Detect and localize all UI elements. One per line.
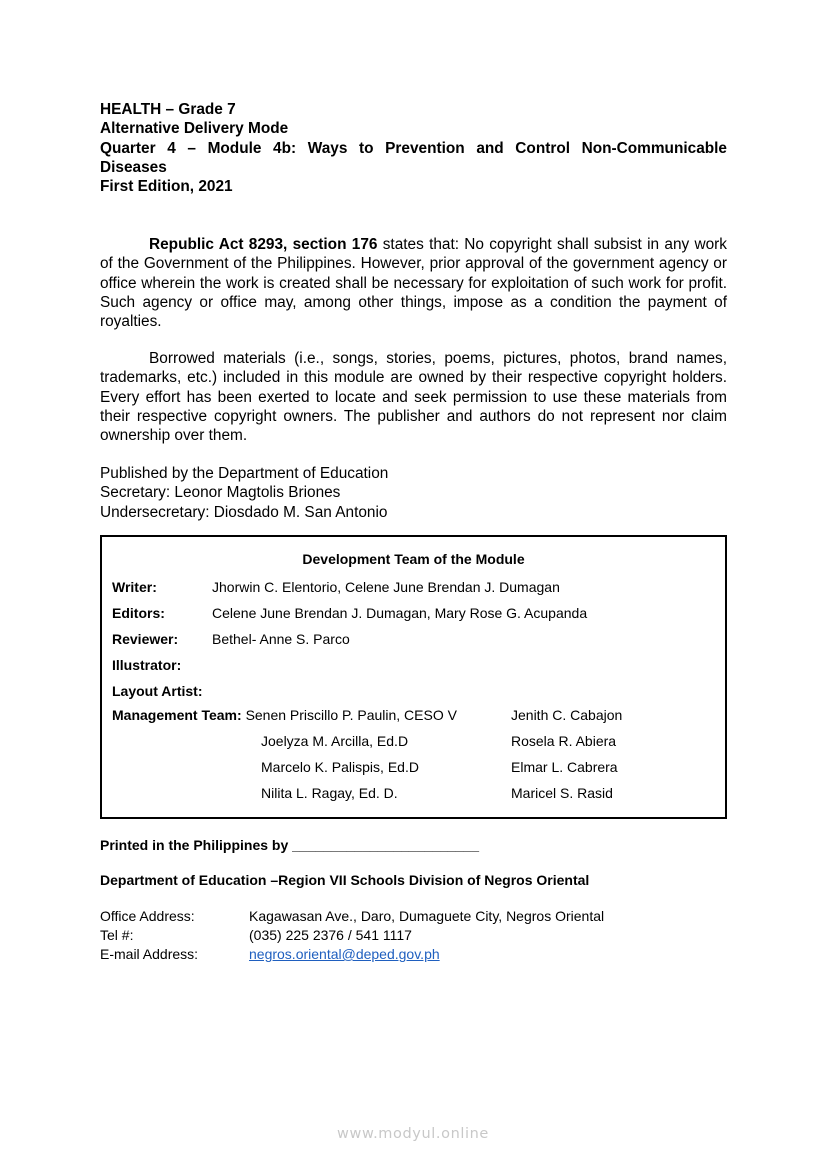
- region-division: Department of Education –Region VII Schools Division of Negros Oriental: [100, 872, 590, 888]
- header-delivery-mode: Alternative Delivery Mode: [100, 120, 289, 138]
- management-member: Senen Priscillo P. Paulin, CESO V: [245, 707, 457, 723]
- management-member: Joelyza M. Arcilla, Ed.D: [261, 733, 409, 749]
- role-label: Management Team:: [112, 707, 242, 723]
- team-title: Development Team of the Module: [302, 551, 525, 567]
- management-member: Elmar L. Cabrera: [511, 759, 618, 775]
- email-link[interactable]: negros.oriental@deped.gov.ph: [249, 946, 440, 962]
- management-member: Maricel S. Rasid: [511, 785, 613, 801]
- management-member: Marcelo K. Palispis, Ed.D: [261, 759, 419, 775]
- contact-info: [100, 907, 604, 964]
- management-column-1: [261, 733, 419, 811]
- secretary: Secretary: Leonor Magtolis Briones: [100, 484, 341, 502]
- copyright-law-reference: Republic Act 8293, section 176: [149, 236, 378, 253]
- copyright-notice: [100, 235, 727, 331]
- email-label: E-mail Address:: [100, 946, 199, 962]
- header-subject: HEALTH – Grade 7: [100, 101, 236, 118]
- team-row-layout-artist: [112, 683, 202, 699]
- role-label: Editors:: [112, 605, 165, 621]
- development-team-box: [100, 535, 727, 819]
- email-row: [100, 945, 604, 964]
- borrowed-text: Borrowed materials (i.e., songs, stories, poems, pictures, photos, brand names, trademarks, etc.) included in this module are owned by their respective copyright holders. Every effort has been exerted to locate and seek permission to use these materials from their respective copyright owners. The publisher and authors do not represent nor claim ownership over them.: [100, 350, 727, 445]
- office-address-label: Office Address:: [100, 908, 195, 924]
- borrowed-materials-notice: [100, 349, 727, 445]
- watermark: www.modyul.online: [337, 1126, 489, 1142]
- tel-value: (035) 225 2376 / 541 1117: [249, 927, 412, 943]
- team-row-writer: [112, 579, 560, 595]
- team-row-reviewer: [112, 631, 350, 647]
- role-names: Celene June Brendan J. Dumagan, Mary Rose G. Acupanda: [212, 605, 588, 621]
- printed-by: Printed in the Philippines by ________________________: [100, 837, 479, 853]
- header-module-title: Quarter 4 – Module 4b: Ways to Prevention and Control Non-Communicable: [100, 139, 727, 157]
- team-row-editors: [112, 605, 587, 621]
- management-column-2: [511, 707, 622, 811]
- tel-row: [100, 926, 604, 945]
- management-member: Rosela R. Abiera: [511, 733, 617, 749]
- role-label: Layout Artist:: [112, 683, 203, 699]
- copyright-text: states that: No copyright shall subsist in any work of the Government of the Philippines. However, prior approval of the government agency or office wherein the work is created shall be necessary for exploitation of such work for profit. Such agency or office may, among other things, impose as a condition the payment of royalties.: [100, 236, 727, 331]
- role-names: Bethel- Anne S. Parco: [212, 631, 350, 647]
- tel-label: Tel #:: [100, 927, 134, 943]
- role-label: Writer:: [112, 579, 157, 595]
- header-module-title-cont: Diseases: [100, 158, 167, 176]
- office-address-value: Kagawasan Ave., Daro, Dumaguete City, Negros Oriental: [249, 908, 605, 924]
- management-member: Nilita L. Ragay, Ed. D.: [261, 785, 398, 801]
- office-address-row: [100, 907, 604, 926]
- publisher-info: [100, 464, 388, 522]
- module-header: [100, 100, 727, 196]
- published-by: Published by the Department of Education: [100, 465, 389, 482]
- role-label: Illustrator:: [112, 657, 182, 673]
- management-member: Jenith C. Cabajon: [511, 707, 623, 723]
- undersecretary: Undersecretary: Diosdado M. San Antonio: [100, 503, 388, 521]
- team-row-illustrator: [112, 657, 212, 673]
- role-names: Jhorwin C. Elentorio, Celene June Brendan J. Dumagan: [212, 579, 560, 595]
- header-edition: First Edition, 2021: [100, 178, 233, 196]
- role-label: Reviewer:: [112, 631, 179, 647]
- team-row-management: [112, 707, 457, 723]
